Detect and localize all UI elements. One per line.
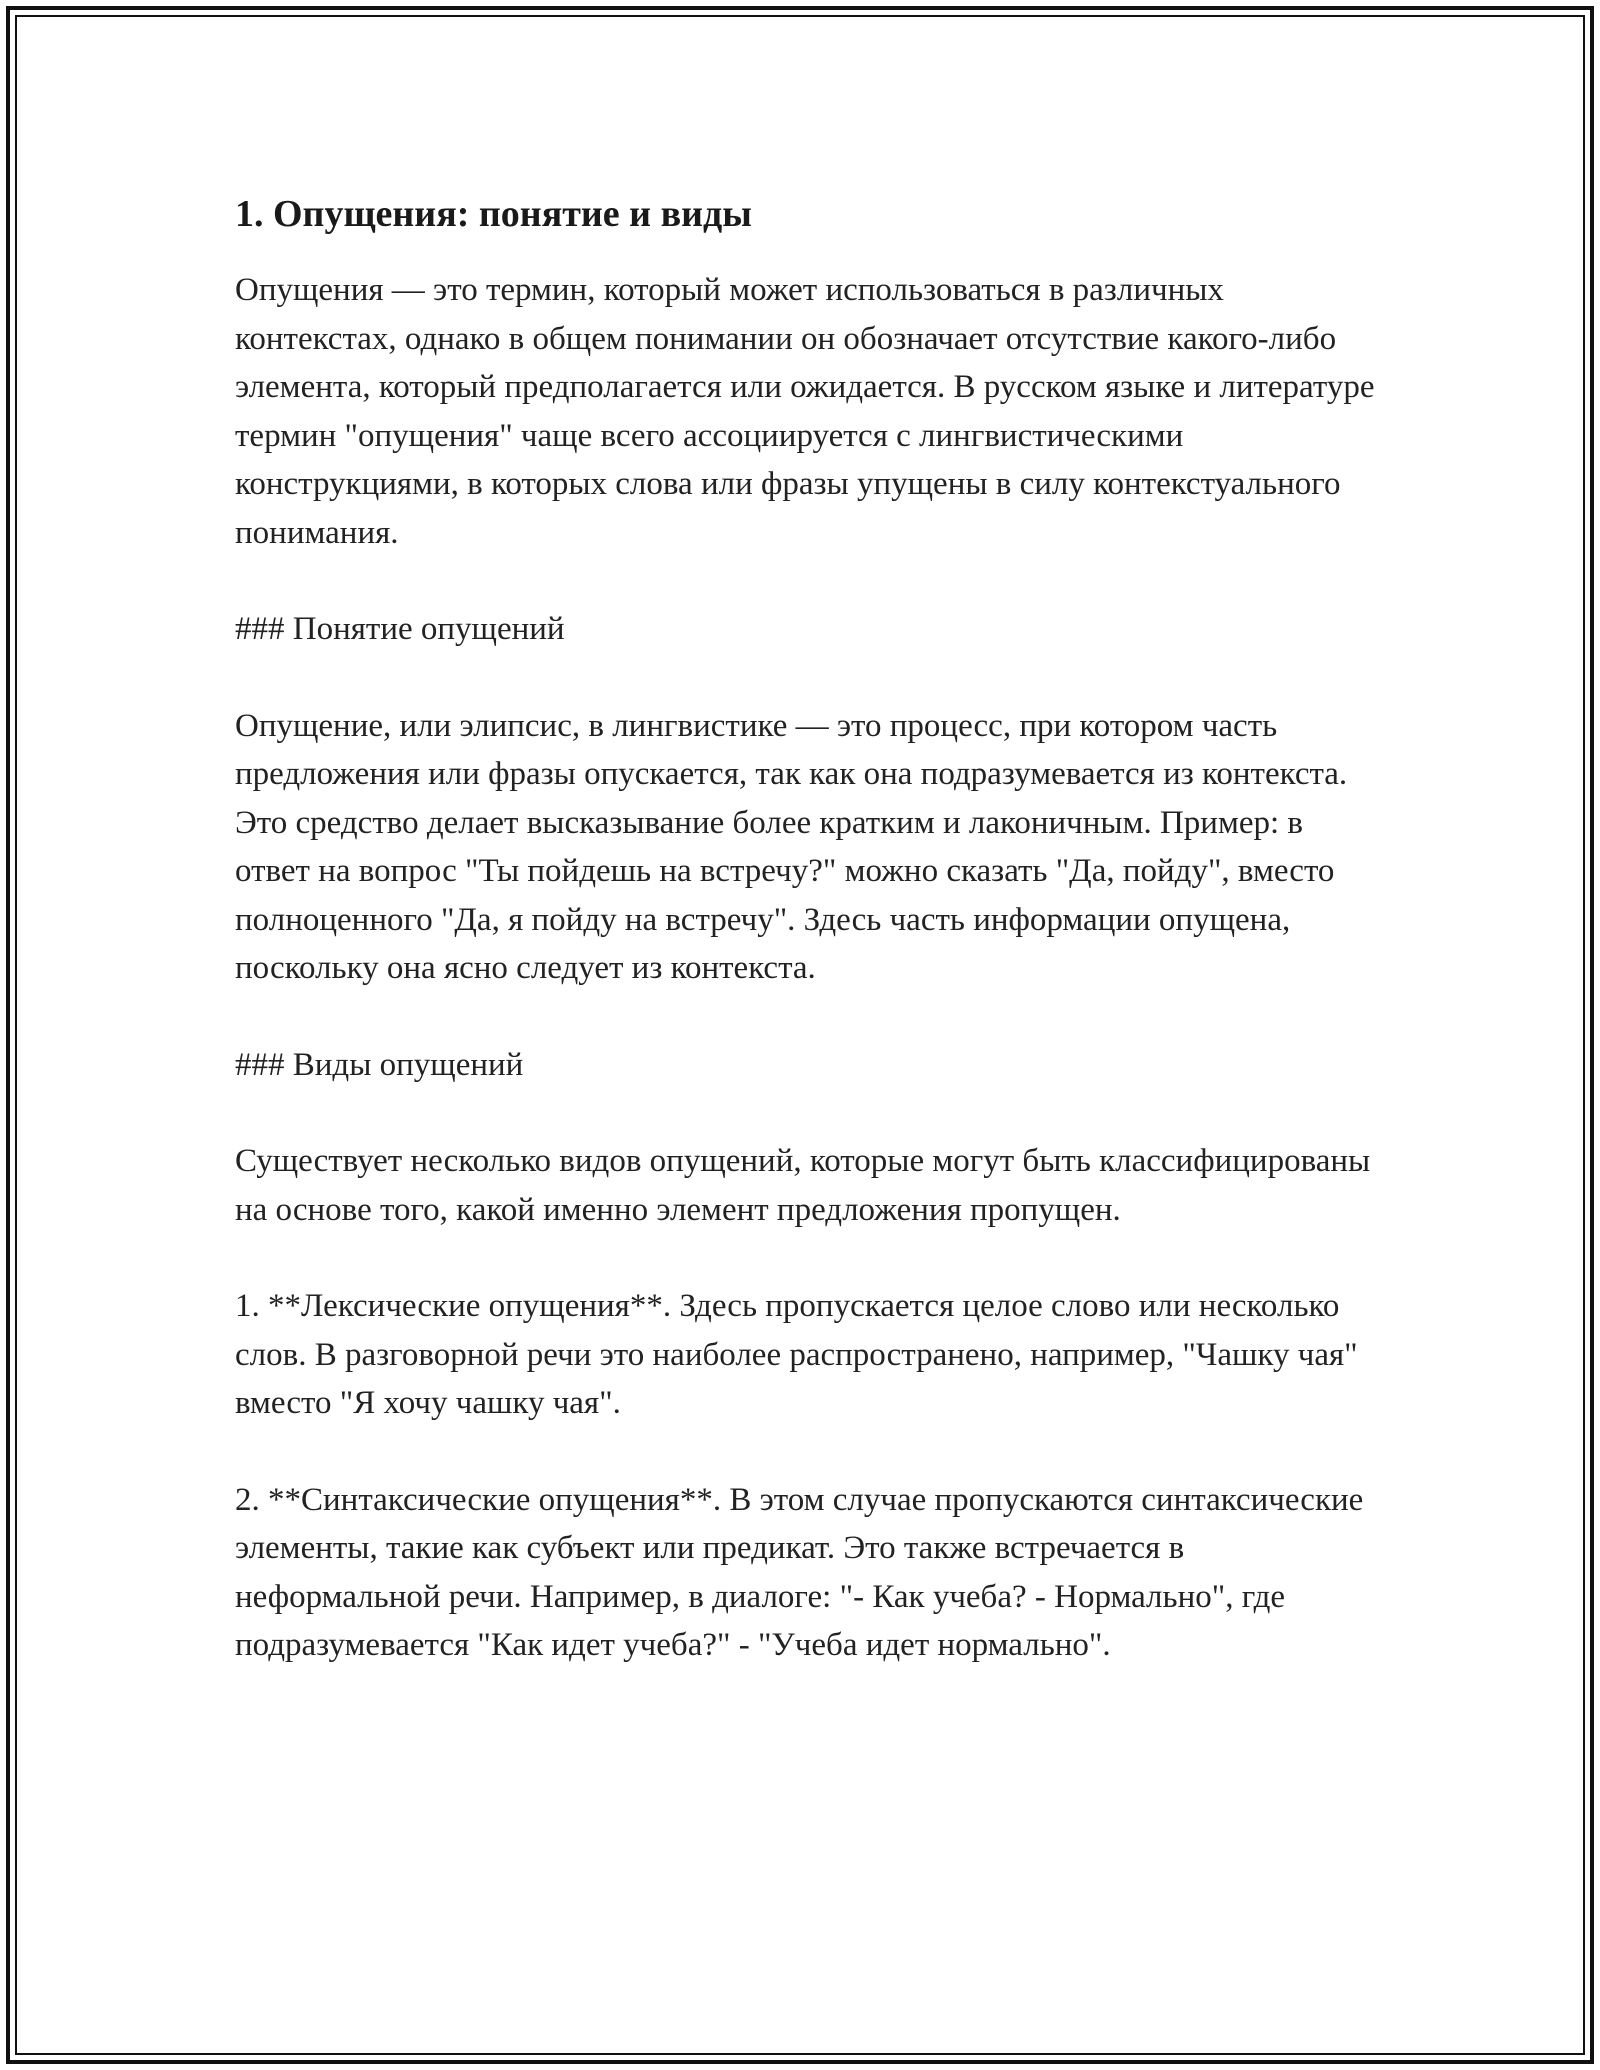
subheading-concept: ### Понятие опущений — [235, 611, 565, 647]
list-item-lexical: 1. **Лексические опущения**. Здесь пропускается целое слово или несколько слов. В разговорной речи это наиболее распространено, например, "Чашку чая" вместо "Я хочу чашку чая". — [235, 1288, 1358, 1421]
concept-paragraph: Опущение, или элипсис, в лингвистике — это процесс, при котором часть предложения или фразы опускается, так как она подразумевается из контекста. Это средство делает высказывание более кратким и лаконичным. Пример: в ответ на вопрос "Ты пойдешь на встречу?" можно сказать "Да, пойду", вместо полноценного "Да, я пойду на встречу". Здесь часть информации опущена, поскольку она ясно следует из контекста. — [235, 707, 1348, 986]
intro-paragraph: Опущения — это термин, который может использоваться в различных контекстах, однако в общем понимании он обозначает отсутствие какого-либо элемента, который предполагается или ожидается. В русском языке и литературе термин "опущения" чаще всего ассоциируется с лингвистическими конструкциями, в которых слова или фразы упущены в силу контекстуального понимания. — [235, 272, 1375, 551]
types-intro-paragraph: Существует несколько видов опущений, которые могут быть классифицированы на основе того, какой именно элемент предложения пропущен. — [235, 1143, 1371, 1228]
document-body — [235, 188, 1385, 1718]
subheading-types: ### Виды опущений — [235, 1046, 524, 1083]
section-heading: 1. Опущения: понятие и виды — [235, 193, 752, 235]
list-item-syntactic: 2. **Синтаксические опущения**. В этом случае пропускаются синтаксические элементы, такие как субъект или предикат. Это также встречается в неформальной речи. Например, в диалоге: "- Как учеба? - Нормально", где подразумевается "Как идет учеба?" - "Учеба идет нормально". — [235, 1481, 1364, 1663]
